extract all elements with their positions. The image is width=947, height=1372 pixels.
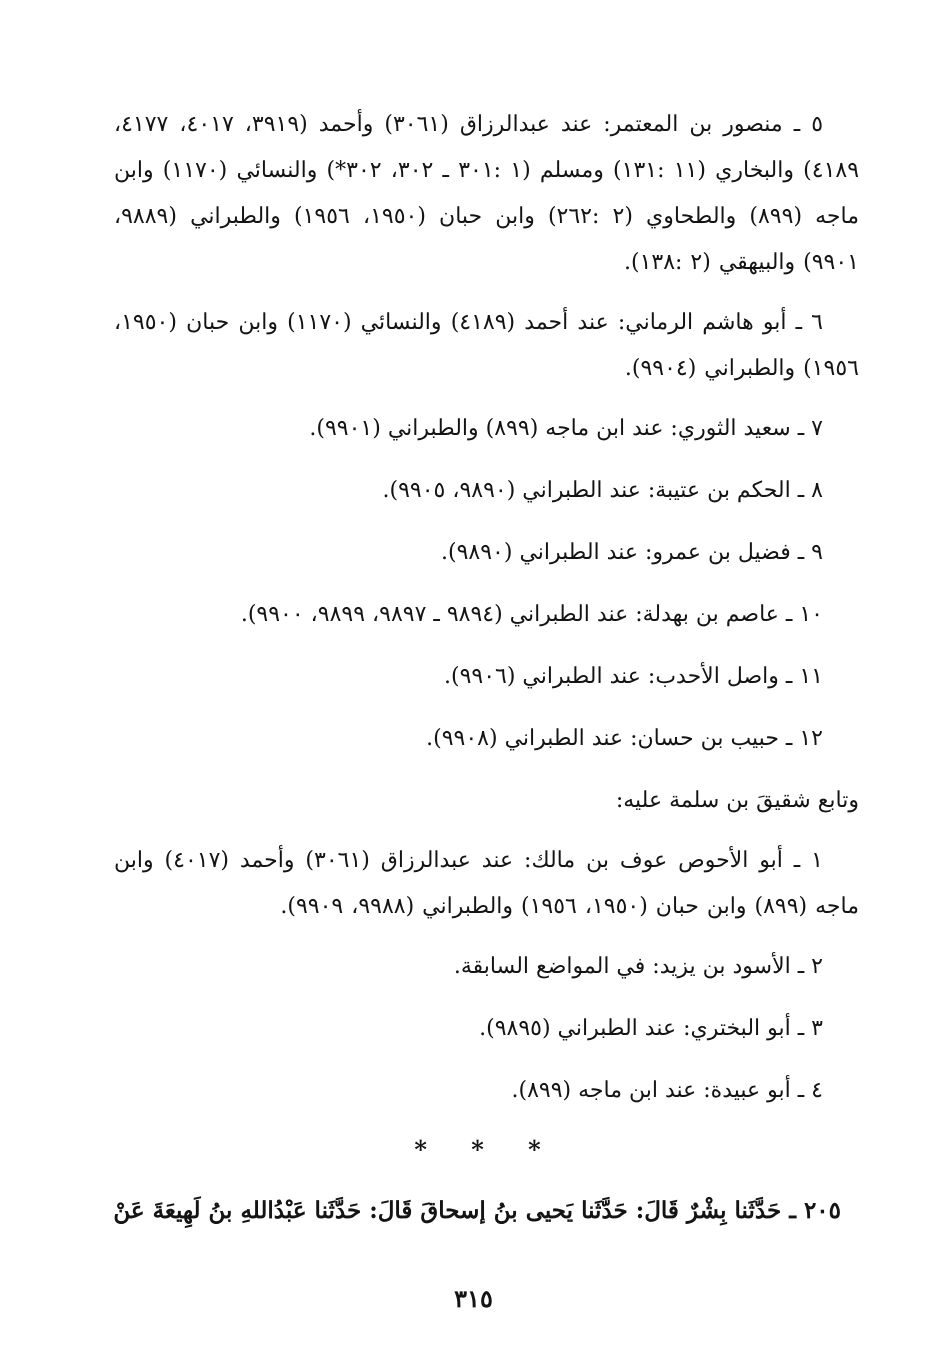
- narrator-item-7: ٧ ـ سعيد الثوري: عند ابن ماجه (٨٩٩) والطبراني (٩٩٠١).: [309, 416, 823, 441]
- narrator-item-5: ٥ ـ منصور بن المعتمر: عند عبدالرزاق (٣٠٦١) وأحمد (٣٩١٩، ٤٠١٧، ٤١٧٧، ٤١٨٩) والبخاري (١١ :١٣١) ومسلم (١ :٣٠١ ـ ٣٠٢، ٣٠٢*) والنسائي (١١٧٠) وابن ماجه (٨٩٩) والطحاوي (٢ :٢٦٢) وابن حبان (١٩٥٠، ١٩٥٦) والطبراني (٩٨٨٩، ٩٩٠١) والبيهقي (٢ :١٣٨).: [114, 112, 860, 275]
- narrator-item-9: ٩ ـ فضيل بن عمرو: عند الطبراني (٩٨٩٠).: [441, 540, 823, 565]
- narrator-item-8: ٨ ـ الحكم بن عتيبة: عند الطبراني (٩٨٩٠، ٩٩٠٥).: [382, 478, 823, 503]
- narrator-item-6: ٦ ـ أبو هاشم الرماني: عند أحمد (٤١٨٩) والنسائي (١١٧٠) وابن حبان (١٩٥٠، ١٩٥٦) والطبراني (٩٩٠٤).: [114, 310, 859, 381]
- follower-item-1: ١ ـ أبو الأحوص عوف بن مالك: عند عبدالرزاق (٣٠٦١) وأحمد (٤٠١٧) وابن ماجه (٨٩٩) وابن حبان (١٩٥٠، ١٩٥٦) والطبراني (٩٩٨٨، ٩٩٠٩).: [114, 848, 859, 919]
- follow-up-intro: وتابع شقيقَ بن سلمة عليه:: [615, 788, 859, 813]
- follower-item-2: ٢ ـ الأسود بن يزيد: في المواضع السابقة.: [453, 954, 823, 979]
- follower-item-4: ٤ ـ أبو عبيدة: عند ابن ماجه (٨٩٩).: [511, 1078, 823, 1103]
- page-number: ٣١٥: [454, 1284, 493, 1313]
- narrator-item-10: ١٠ ـ عاصم بن بهدلة: عند الطبراني (٩٨٩٤ ـ ٩٨٩٧، ٩٨٩٩، ٩٩٠٠).: [240, 602, 823, 627]
- narrator-item-11: ١١ ـ واصل الأحدب: عند الطبراني (٩٩٠٦).: [443, 664, 823, 689]
- section-separator: * * *: [414, 1135, 559, 1164]
- hadith-205-opening: ٢٠٥ ـ حَدَّثَنا بِشْرٌ قَالَ: حَدَّثَنا يَحيى بنُ إسحاقَ قَالَ: حَدَّثَنا عَبْدُاللهِ بنُ لَهِيعَةَ عَنْ: [113, 1197, 841, 1224]
- page-body: [114, 102, 859, 1234]
- follower-item-3: ٣ ـ أبو البختري: عند الطبراني (٩٨٩٥).: [479, 1016, 823, 1041]
- narrator-item-12: ١٢ ـ حبيب بن حسان: عند الطبراني (٩٩٠٨).: [426, 726, 823, 751]
